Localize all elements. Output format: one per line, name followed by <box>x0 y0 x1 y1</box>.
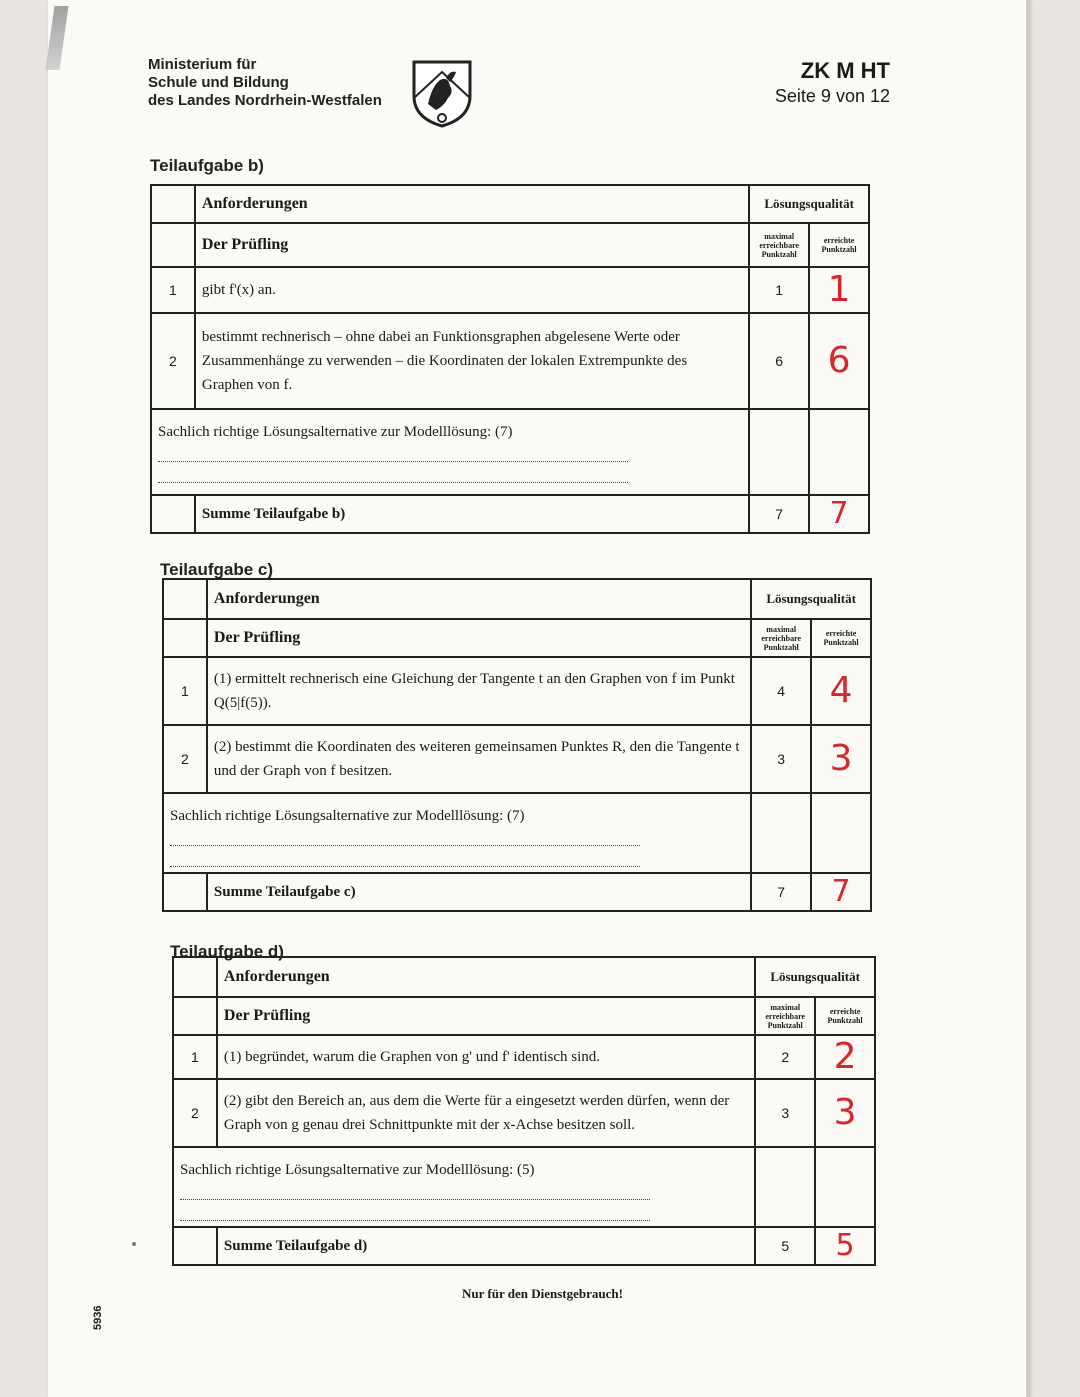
achieved-points: 6 <box>809 313 869 409</box>
header-pruefling: Der Prüfling <box>217 997 755 1035</box>
header-achieved-points: erreichte Punktzahl <box>809 223 869 267</box>
header-achieved-points: erreichte Punktzahl <box>815 997 875 1035</box>
header-max-points: maximal erreichbare Punktzahl <box>751 619 811 657</box>
header-pruefling: Der Prüfling <box>207 619 751 657</box>
requirement-text: (1) begründet, warum die Graphen von g' und f' identisch sind. <box>217 1035 755 1079</box>
ministry-line-3: des Landes Nordrhein-Westfalen <box>148 92 382 109</box>
ministry-line-1: Ministerium für <box>148 56 257 73</box>
nrw-crest-icon <box>410 58 474 128</box>
dotted-line <box>170 835 640 846</box>
dotted-line <box>158 472 628 483</box>
section-title-b: Teilaufgabe b) <box>150 156 264 175</box>
side-id-label: 5936 <box>92 1305 104 1330</box>
max-points: 3 <box>755 1079 815 1147</box>
achieved-points: 3 <box>811 725 871 793</box>
header-loesungsqualitaet: Lösungsqualität <box>749 185 869 223</box>
header-max-points: maximal erreichbare Punktzahl <box>755 997 815 1035</box>
achieved-points: 2 <box>815 1035 875 1079</box>
page-edge <box>1026 0 1030 1397</box>
footer-note: Nur für den Dienstgebrauch! <box>462 1286 623 1301</box>
sum-achieved-points: 5 <box>815 1227 875 1265</box>
header-loesungsqualitaet: Lösungsqualität <box>755 957 875 997</box>
requirement-text: bestimmt rechnerisch – ohne dabei an Funktionsgraphen abgelesene Werte oder Zusammenhänge zu verwenden – die Koordinaten der lokalen Extrempunkte des Graphen von f. <box>195 313 749 409</box>
header-anforderungen: Anforderungen <box>195 185 749 223</box>
sum-achieved-points: 7 <box>809 495 869 533</box>
dotted-line <box>180 1189 650 1200</box>
achieved-points: 3 <box>815 1079 875 1147</box>
sum-max-points: 5 <box>755 1227 815 1265</box>
row-number: 1 <box>151 267 195 313</box>
row-number: 2 <box>151 313 195 409</box>
achieved-points: 4 <box>811 657 871 725</box>
requirement-text: gibt f'(x) an. <box>195 267 749 313</box>
sum-label: Summe Teilaufgabe c) <box>207 873 751 911</box>
row-number: 2 <box>173 1079 217 1147</box>
header-max-points: maximal erreichbare Punktzahl <box>749 223 809 267</box>
max-points: 6 <box>749 313 809 409</box>
requirement-text: (1) ermittelt rechnerisch eine Gleichung der Tangente t an den Graphen von f im Punkt Q(5|f(5)). <box>207 657 751 725</box>
alternative-solution-label: Sachlich richtige Lösungsalternative zur Modelllösung: (7) <box>170 808 525 824</box>
max-points: 3 <box>751 725 811 793</box>
requirement-text: (2) bestimmt die Koordinaten des weiteren gemeinsamen Punktes R, den die Tangente t und der Graph von f besitzen. <box>207 725 751 793</box>
alternative-solution-cell <box>151 409 749 495</box>
row-number: 2 <box>163 725 207 793</box>
alternative-solution-label: Sachlich richtige Lösungsalternative zur Modelllösung: (5) <box>180 1162 535 1178</box>
header-pruefling: Der Prüfling <box>195 223 749 267</box>
ministry-line-2: Schule und Bildung <box>148 74 289 91</box>
sum-max-points: 7 <box>749 495 809 533</box>
max-points: 1 <box>749 267 809 313</box>
grading-table-d <box>172 956 876 1266</box>
requirement-text: (2) gibt den Bereich an, aus dem die Werte für a eingesetzt werden dürfen, wenn der Graph von g genau drei Schnittpunkte mit der x-Achse besitzen soll. <box>217 1079 755 1147</box>
alternative-solution-cell <box>173 1147 755 1227</box>
sum-max-points: 7 <box>751 873 811 911</box>
paper-speck <box>132 1242 136 1246</box>
exam-code-label: ZK M HT <box>800 58 890 83</box>
row-number: 1 <box>173 1035 217 1079</box>
alternative-solution-cell <box>163 793 751 873</box>
alternative-solution-label: Sachlich richtige Lösungsalternative zur Modelllösung: (7) <box>158 424 513 440</box>
max-points: 4 <box>751 657 811 725</box>
header-achieved-points: erreichte Punktzahl <box>811 619 871 657</box>
exam-code <box>760 58 890 107</box>
dotted-line <box>180 1210 650 1221</box>
header-anforderungen: Anforderungen <box>207 579 751 619</box>
achieved-points: 1 <box>809 267 869 313</box>
section-title-c: Teilaufgabe c) <box>160 560 274 579</box>
row-number: 1 <box>163 657 207 725</box>
header-loesungsqualitaet: Lösungsqualität <box>751 579 871 619</box>
grading-table-b <box>150 184 870 534</box>
max-points: 2 <box>755 1035 815 1079</box>
sum-label: Summe Teilaufgabe b) <box>195 495 749 533</box>
sum-label: Summe Teilaufgabe d) <box>217 1227 755 1265</box>
dotted-line <box>158 451 628 462</box>
header-anforderungen: Anforderungen <box>217 957 755 997</box>
ministry-name <box>148 56 382 110</box>
dotted-line <box>170 856 640 867</box>
grading-table-c <box>162 578 872 912</box>
page-number: Seite 9 von 12 <box>774 86 890 106</box>
section-title-d: Teilaufgabe d) <box>170 942 284 961</box>
sum-achieved-points: 7 <box>811 873 871 911</box>
